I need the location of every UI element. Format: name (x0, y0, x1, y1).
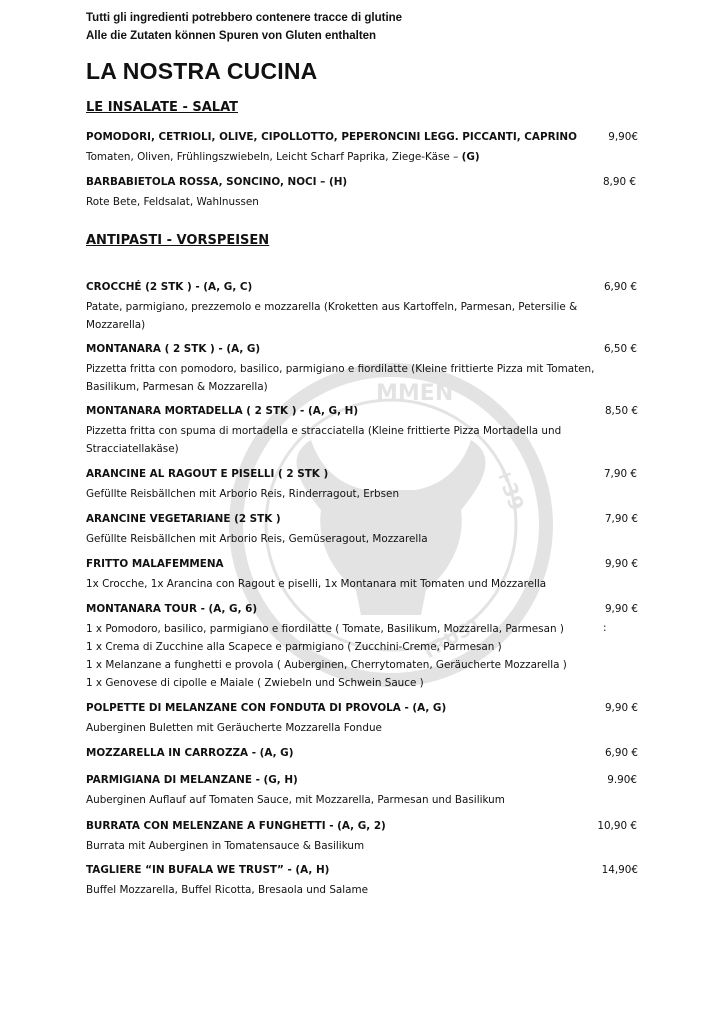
item-description (86, 530, 428, 548)
item-price: 6,90 € (604, 747, 638, 759)
section-title-antipasti: ANTIPASTI - VORSPEISEN (86, 233, 270, 248)
item-description (86, 148, 480, 166)
item-name: CROCCHÉ (2 STK ) - (A, G, C) (86, 281, 253, 293)
item-description (86, 298, 577, 334)
item-price: 9,90 € (604, 603, 638, 615)
item-description-line: 1 x Melanzane a funghetti e provola ( Auberginen, Cherrytomaten, Geräucherte Mozzarella ) (86, 659, 567, 671)
item-name: TAGLIERE “IN BUFALA WE TRUST” - (A, H) (86, 864, 330, 876)
watermark-text-top: MMEN (376, 381, 454, 406)
item-price: 8,90 € (602, 176, 636, 188)
item-price: 9.90€ (607, 774, 637, 786)
watermark-text-side: +39 (491, 463, 530, 514)
item-description-line: 1 x Crema di Zucchine alla Scapece e parmigiano ( Zucchini-Creme, Parmesan ) (86, 641, 502, 653)
item-description-line: Basilikum, Parmesan & Mozzarella) (86, 381, 268, 393)
section-title-salads: LE INSALATE - SALAT (86, 100, 238, 115)
gluten-notice-italian: Tutti gli ingredienti potrebbero contenere tracce di glutine (86, 12, 403, 24)
item-description (86, 791, 505, 809)
allergen-code: (G) (461, 151, 480, 163)
item-price: 10,90 € (597, 820, 637, 832)
watermark-text-bottom: TRUST (418, 613, 486, 665)
item-price: 8,50 € (604, 405, 638, 417)
item-description (86, 719, 382, 737)
item-name: POMODORI, CETRIOLI, OLIVE, CIPOLLOTTO, PEPERONCINI LEGG. PICCANTI, CAPRINO (86, 131, 577, 143)
item-price: 9,90 € (604, 702, 638, 714)
item-description (86, 360, 594, 396)
item-description (86, 881, 368, 899)
item-description-line: Gefüllte Reisbällchen mit Arborio Reis, Rinderragout, Erbsen (86, 488, 400, 500)
item-name: PARMIGIANA DI MELANZANE - (G, H) (86, 774, 298, 786)
item-name: POLPETTE DI MELANZANE CON FONDUTA DI PROVOLA - (A, G) (86, 702, 447, 714)
item-name: MONTANARA MORTADELLA ( 2 STK ) - (A, G, H) (86, 405, 359, 417)
item-description-line: Auberginen Buletten mit Geräucherte Mozzarella Fondue (86, 722, 382, 734)
item-description (86, 620, 567, 692)
item-description-line: Pizzetta fritta con pomodoro, basilico, parmigiano e fiordilatte (Kleine frittierte Pizza mit Tomaten, (86, 363, 595, 375)
item-description-line: Mozzarella) (86, 319, 146, 331)
item-price: 9,90€ (608, 131, 638, 143)
price-separator: : (603, 622, 607, 634)
page-title: LA NOSTRA CUCINA (86, 58, 318, 84)
item-price: 7,90 € (603, 468, 637, 480)
item-description-line: Burrata mit Auberginen in Tomatensauce & Basilikum (86, 840, 365, 852)
item-name: FRITTO MALAFEMMENA (86, 558, 224, 570)
item-description-line: Auberginen Auflauf auf Tomaten Sauce, mit Mozzarella, Parmesan und Basilikum (86, 794, 505, 806)
item-description-line: Tomaten, Oliven, Frühlingszwiebeln, Leicht Scharf Paprika, Ziege-Käse – (86, 151, 462, 163)
item-price: 7,90 € (604, 513, 638, 525)
item-price: 6,50 € (603, 343, 637, 355)
item-description-line: Patate, parmigiano, prezzemolo e mozzarella (Kroketten aus Kartoffeln, Parmesan, Petersilie & (86, 301, 578, 313)
item-description-line: Gefüllte Reisbällchen mit Arborio Reis, Gemüseragout, Mozzarella (86, 533, 428, 545)
item-description-line: 1x Crocche, 1x Arancina con Ragout e piselli, 1x Montanara mit Tomaten und Mozzarella (86, 578, 547, 590)
gluten-notice-german: Alle die Zutaten können Spuren von Gluten enthalten (86, 30, 377, 42)
item-description-line: 1 x Genovese di cipolle e Maiale ( Zwiebeln und Schwein Sauce ) (86, 677, 424, 689)
item-description-line: Pizzetta fritta con spuma di mortadella e stracciatella (Kleine frittierte Pizza Mortadella und (86, 425, 562, 437)
item-name: MONTANARA TOUR - (A, G, 6) (86, 603, 258, 615)
item-description (86, 422, 561, 458)
item-name: MONTANARA ( 2 STK ) - (A, G) (86, 343, 261, 355)
item-description (86, 575, 546, 593)
item-description-line: Buffel Mozzarella, Buffel Ricotta, Bresaola und Salame (86, 884, 369, 896)
item-description (86, 485, 399, 503)
item-name: ARANCINE AL RAGOUT E PISELLI ( 2 STK ) (86, 468, 329, 480)
item-name: ARANCINE VEGETARIANE (2 STK ) (86, 513, 281, 525)
item-description (86, 837, 364, 855)
item-name: BURRATA CON MELENZANE A FUNGHETTI - (A, G, 2) (86, 820, 386, 832)
item-description (86, 193, 259, 211)
item-description-line: Rote Bete, Feldsalat, Wahlnussen (86, 196, 259, 208)
item-description-line: 1 x Pomodoro, basilico, parmigiano e fiordilatte ( Tomate, Basilikum, Mozzarella, Parmesan ) (86, 623, 564, 635)
item-price: 14,90€ (601, 864, 638, 876)
item-price: 6,90 € (603, 281, 637, 293)
item-name: MOZZARELLA IN CARROZZA - (A, G) (86, 747, 294, 759)
item-name: BARBABIETOLA ROSSA, SONCINO, NOCI – (H) (86, 176, 348, 188)
item-price: 9,90 € (604, 558, 638, 570)
item-description-line: Stracciatellakäse) (86, 443, 179, 455)
